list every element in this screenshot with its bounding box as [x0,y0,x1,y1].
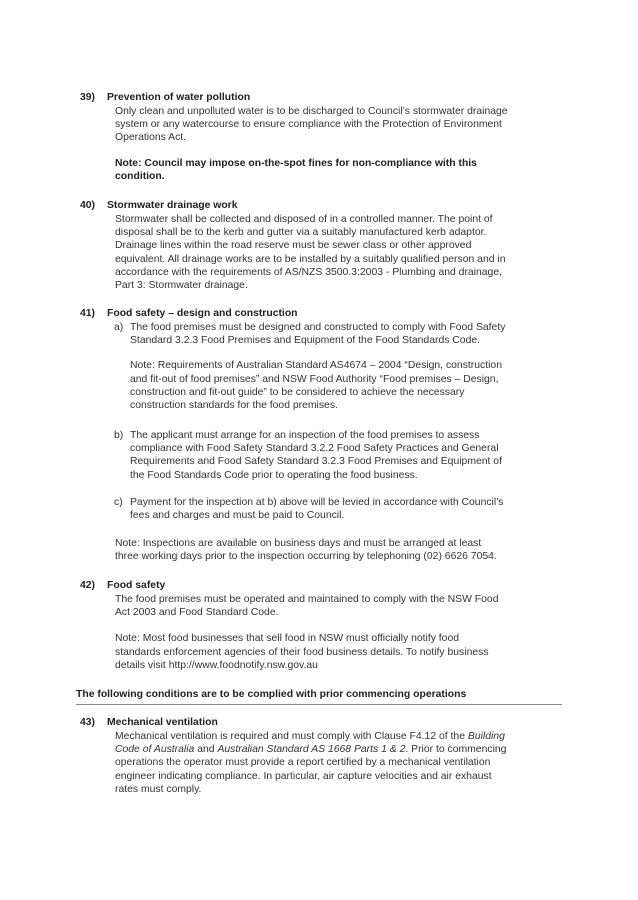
text-line: accordance with the requirements of AS/NZS 3500.3:2003 - Plumbing and drainage, [115,266,502,278]
note-line: Note: Most food businesses that sell food in NSW must officially notify food [115,633,460,645]
text-line: Stormwater shall be collected and disposed of in a controlled manner. The point of [115,214,493,225]
sub-item-letter: c) [114,497,123,508]
text-line [115,730,567,743]
text-line: system or any watercourse to ensure compliance with the Protection of Environment [115,119,502,131]
note-line: Note: Inspections are available on business days and must be arranged at least [115,538,482,549]
note-line: construction standards for the food premises. [130,400,338,412]
text-line: Part 3: Stormwater drainage. [115,280,248,292]
condition-number: 40) [80,200,96,211]
condition-number: 39) [80,92,96,103]
italic-reference: Code of Australia [115,744,195,756]
sub-item-text [130,429,570,482]
text-line [115,743,567,756]
condition-note [115,537,567,563]
text-line: rates must comply. [115,783,202,795]
condition-heading: Stormwater drainage work [107,200,238,211]
condition-body [115,213,567,292]
text-run: and [194,744,218,756]
text-line: The food premises must be operated and maintained to comply with the NSW Food [115,594,499,605]
italic-reference: Australian Standard AS 1668 Parts 1 & 2 [217,744,406,756]
text-line: operations the operator must provide a report certified by a mechanical ventilation [115,757,491,769]
text-line: Only clean and unpolluted water is to be discharged to Council’s stormwater drainage [115,106,508,117]
note-line: standards enforcement agencies of their food business details. To notify business [115,646,489,658]
condition-body [115,593,567,672]
condition-heading: Prevention of water pollution [107,92,251,103]
note-line: Note: Requirements of Australian Standard AS4674 – 2004 “Design, construction [130,360,502,372]
text-line: compliance with Food Safety Standard 3.2.2 Food Safety Practices and General [130,443,499,455]
section-banner: The following conditions are to be complied with prior commencing operations [76,688,562,705]
text-line: Drainage lines within the road reserve must be sewer class or other approved [115,240,472,252]
text-line: Standard 3.2.3 Food Premises and Equipment of the Food Standards Code. [130,335,481,347]
sub-item-text [130,321,570,412]
text-line: The food premises must be designed and constructed to comply with Food Safety [130,322,506,333]
text-line: engineer indicating compliance. In particular, air capture velocities and air exhaust [115,770,492,782]
condition-number: 43) [80,717,96,728]
text-line: equivalent. All drainage works are to be installed by a suitably qualified person and in [115,253,506,265]
text-line: fees and charges and must be paid to Council. [130,510,345,522]
text-line: Payment for the inspection at b) above will be levied in accordance with Council’s [130,497,504,508]
text-line: The applicant must arrange for an inspection of the food premises to assess [130,430,480,441]
text-run: Mechanical ventilation is required and must comply with Clause F4.12 of the [115,731,468,742]
text-line: Operations Act. [115,132,187,144]
sub-item-letter: a) [114,322,124,333]
condition-heading: Mechanical ventilation [107,717,218,728]
note-line: and fit-out of food premises” and NSW Food Authority “Food premises – Design, [130,373,499,385]
text-line: Requirements and Food Safety Standard 3.2.3 Food Premises and Equipment of [130,456,502,468]
note-line: Note: Council may impose on-the-spot fines for non-compliance with this [115,157,477,169]
note-line: details visit http://www.foodnotify.nsw.gov.au [115,659,318,671]
sub-item-text [130,496,570,522]
note-line: three working days prior to the inspection occurring by telephoning (02) 6626 7054. [115,551,497,563]
condition-number: 42) [80,580,96,591]
condition-heading: Food safety – design and construction [107,308,298,319]
text-run: . Prior to commencing [405,744,507,756]
text-line: Act 2003 and Food Standard Code. [115,607,279,619]
italic-reference: Building [467,731,505,742]
condition-heading: Food safety [107,580,166,591]
note-line: condition. [115,170,165,182]
text-line: the Food Standards Code prior to operating the food business. [130,469,418,481]
condition-body [115,730,567,796]
text-line: disposal shall be to the kerb and gutter via a suitably manufactured kerb adaptor. [115,227,487,239]
note-line: construction and fit-out guide” to be considered to achieve the necessary [130,386,465,398]
condition-number: 41) [80,308,96,319]
sub-item-letter: b) [114,430,124,441]
condition-body [115,105,567,183]
